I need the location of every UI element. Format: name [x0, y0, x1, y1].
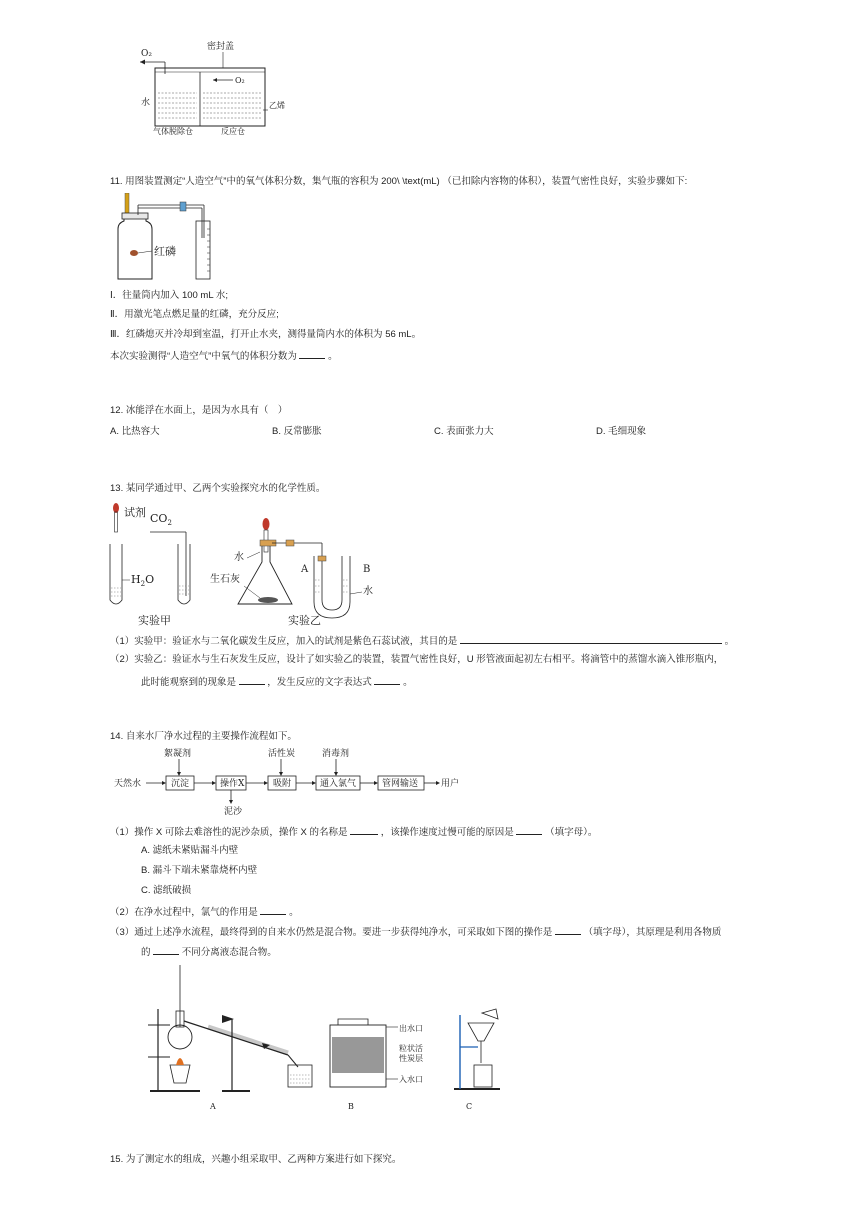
q13-part1-blank[interactable]: [460, 634, 722, 644]
q14-option-b[interactable]: B. 漏斗下端未紧靠烧杯内壁: [141, 865, 258, 876]
reagent-label: 试剂: [124, 506, 146, 519]
q14-part1-text: （1）操作 X 可除去难溶性的泥沙杂质，操作 X 的名称是: [110, 827, 348, 838]
o2-right-label: O₂: [235, 76, 245, 85]
flow-operation-x: 操作X: [220, 779, 245, 789]
figure-water-experiments: [100, 500, 390, 628]
water-label: 水: [141, 98, 151, 108]
q14-part3b: [141, 945, 277, 959]
flow-coagulant: 絮凝剂: [164, 749, 192, 759]
inlet-label: 入水口: [399, 1075, 423, 1084]
lime-label: 生石灰: [210, 574, 240, 585]
q11-step3: Ⅲ．红磷熄灭并冷却到室温，打开止水夹，测得量筒内水的体积为 56 mL。: [110, 329, 422, 340]
figure-membrane-reactor: [135, 38, 305, 136]
flow-chlorine: 通入氯气: [320, 779, 357, 789]
utube-water-label: 水: [363, 586, 373, 597]
q13-stem: 13. 某同学通过甲、乙两个实验探究水的化学性质。: [110, 483, 326, 494]
q14-part1-end: （填字母）。: [545, 827, 598, 838]
figure-water-treatment-flow: [110, 746, 470, 818]
apparatus-b-label: B: [348, 1102, 354, 1111]
co2-label: $CO_2$: [150, 512, 172, 527]
q14-operation-letter-blank[interactable]: [555, 925, 581, 935]
q12-option-d[interactable]: D. 毛细现象: [596, 426, 647, 437]
q14-part3: [110, 925, 721, 939]
red-phosphorus-label: 红磷: [154, 245, 176, 258]
o2-left-label: O₂: [141, 49, 152, 59]
apparatus-a-label: A: [210, 1102, 216, 1111]
ethylene-label: 乙烯: [269, 101, 285, 110]
q11-answer-blank[interactable]: [299, 349, 325, 359]
flow-source: 天然水: [114, 779, 142, 789]
flow-sand: 泥沙: [224, 807, 243, 817]
q14-part2: [110, 905, 299, 919]
flow-disinfectant: 消毒剂: [322, 749, 350, 759]
h2o-label: $H_2O$: [131, 573, 155, 588]
cover-label: 密封盖: [207, 42, 235, 52]
q13-part2b: [141, 675, 413, 689]
q14-part3-text: （3）通过上述净水流程，最终得到的自来水仍然是混合物。要进一步获得纯净水，可采取如下图的操作是: [110, 927, 553, 938]
utube-a-label: A: [301, 564, 309, 575]
flow-user: 用户: [441, 779, 460, 789]
q13-phenomenon-blank[interactable]: [239, 675, 265, 685]
flow-settle: 沉淀: [171, 779, 190, 789]
q15-stem: 15. 为了测定水的组成，兴趣小组采取甲、乙两种方案进行如下探究。: [110, 1154, 402, 1165]
q12-stem: 12. 冰能浮在水面上，是因为水具有（ ）: [110, 405, 288, 416]
cell-right-label: 反应仓: [221, 127, 245, 136]
q12-option-a[interactable]: A. 比热容大: [110, 426, 160, 437]
q12-option-b[interactable]: B. 反常膨胀: [272, 426, 322, 437]
q14-operation-name-blank[interactable]: [350, 825, 378, 835]
q13-part1-text: （1）实验甲：验证水与二氧化碳发生反应，加入的试剂是紫色石蕊试液，其目的是: [110, 636, 458, 647]
q13-part1-end: 。: [724, 636, 735, 647]
granular-label-2: 性炭层: [399, 1054, 423, 1063]
q14-stem: 14. 自来水厂净水过程的主要操作流程如下。: [110, 731, 297, 742]
granular-label-1: 粒状活: [399, 1044, 423, 1053]
q13-part1: [110, 634, 734, 648]
q14-option-a[interactable]: A. 滤纸未紧贴漏斗内壁: [141, 845, 239, 856]
q14-part3b-end: 不同分离液态混合物。: [181, 947, 277, 958]
q14-principle-blank[interactable]: [153, 945, 179, 955]
q13-part2b-end: 。: [403, 677, 413, 688]
apparatus-c-label: C: [466, 1102, 473, 1111]
q13-part2b-text: 此时能观察到的现象是: [141, 677, 237, 688]
exp1-label: 实验甲: [138, 614, 171, 627]
outlet-label: 出水口: [399, 1024, 423, 1033]
cell-left-label: 气体脱除仓: [153, 127, 193, 136]
q14-part2-end: 。: [289, 907, 299, 918]
q14-part1: [110, 825, 597, 839]
figure-red-phosphorus: [108, 193, 228, 285]
q13-equation-blank[interactable]: [374, 675, 400, 685]
q14-part1-mid: ，该操作速度过慢可能的原因是: [380, 827, 514, 838]
q14-option-c[interactable]: C. 滤纸破损: [141, 885, 192, 896]
q11-end: 。: [328, 351, 338, 362]
flow-adsorb: 吸附: [273, 779, 292, 789]
q14-chlorine-role-blank[interactable]: [260, 905, 286, 915]
q11-step2: Ⅱ．用激光笔点燃足量的红磷，充分反应;: [110, 309, 279, 320]
flow-carbon: 活性炭: [268, 749, 296, 759]
q14-part3b-pre: 的: [141, 947, 151, 958]
q14-part2-text: （2）在净水过程中，氯气的作用是: [110, 907, 258, 918]
q11-stem: 11. 用图装置测定“人造空气”中的氧气体积分数，集气瓶的容积为 200\ \text(mL) （已扣除内容物的体积），装置气密性良好，实验步骤如下:: [110, 176, 688, 187]
flow-pipe: 管网输送: [382, 779, 419, 789]
q14-reason-blank[interactable]: [516, 825, 542, 835]
utube-b-label: B: [363, 564, 371, 575]
q13-part2b-mid: ，发生反应的文字表达式: [267, 677, 372, 688]
q12-option-c[interactable]: C. 表面张力大: [434, 426, 494, 437]
q11-question-text: 本次实验测得“人造空气”中氧气的体积分数为: [110, 351, 297, 362]
exp2-label: 实验乙: [288, 614, 321, 627]
q14-part3-mid: （填字母），其原理是利用各物质: [583, 927, 722, 938]
q11-question: [110, 349, 338, 363]
q13-part2: （2）实验乙：验证水与生石灰发生反应，设计了如实验乙的装置，装置气密性良好，U 形管液面起初左右相平。将滴管中的蒸馏水滴入锥形瓶内，: [110, 654, 724, 665]
flask-water-label: 水: [234, 552, 244, 563]
q11-step1: Ⅰ．往量筒内加入 100 mL 水;: [110, 290, 229, 301]
figure-purification-apparatus: [138, 965, 508, 1115]
